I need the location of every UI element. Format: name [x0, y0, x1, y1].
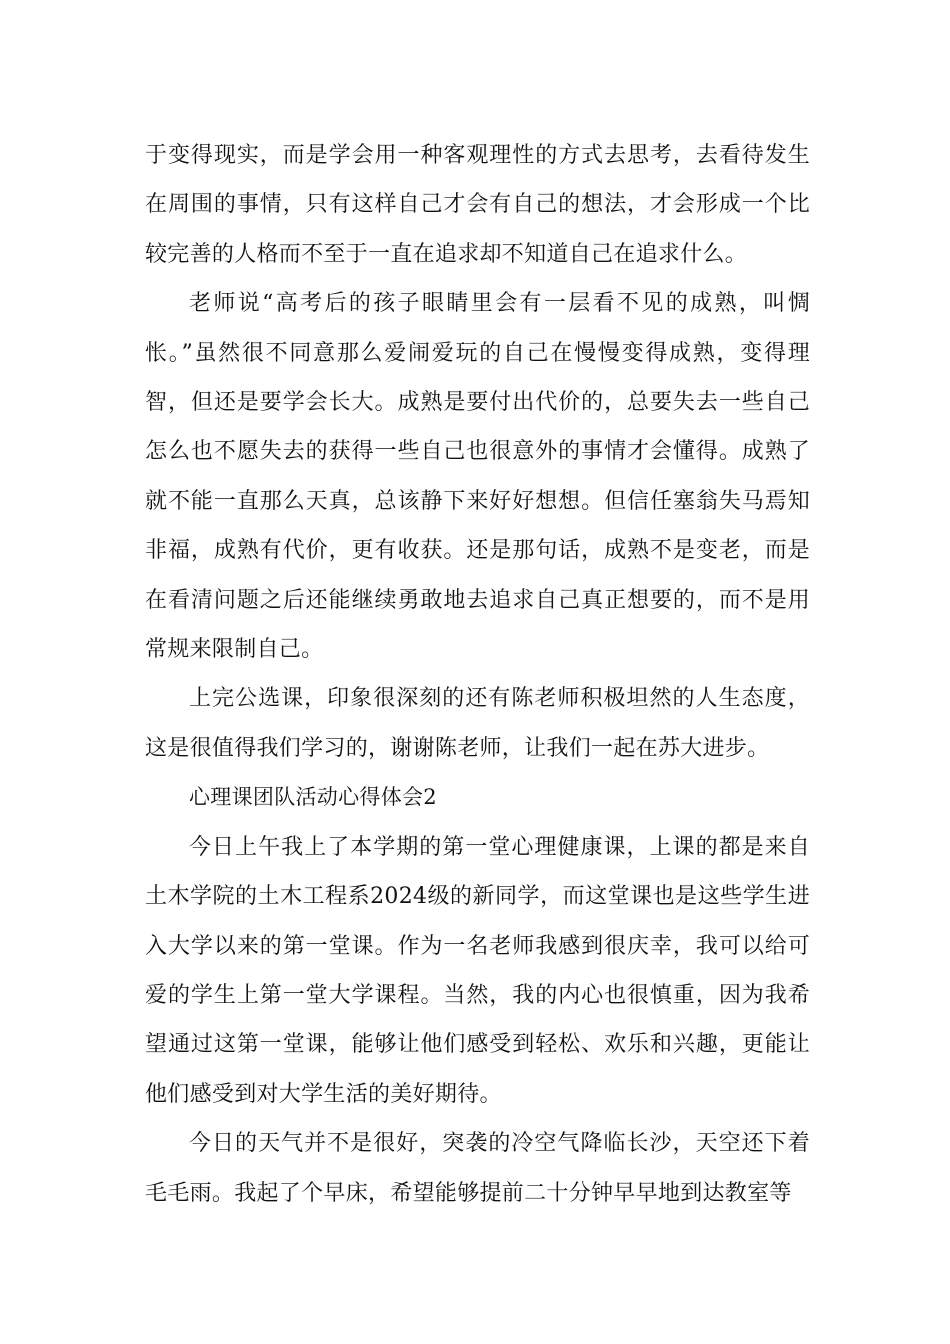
paragraph-5: 今日的天气并不是很好，突袭的冷空气降临长沙，天空还下着毛毛雨。我起了个早床，希望能够提前二十分钟早早地到达教室等	[145, 1131, 810, 1206]
paragraph-2: 老师说“高考后的孩子眼睛里会有一层看不见的成熟，叫惆怅。”虽然很不同意那么爱闹爱玩的自己在慢慢变得成熟，变得理智，但还是要学会长大。成熟是要付出代价的，总要失去一些自己怎么也不愿失去的获得一些自己也很意外的事情才会懂得。成熟了就不能一直那么天真，总该静下来好好想想。但信任塞翁失马焉知非福，成熟有代价，更有收获。还是那句话，成熟不是变老，而是在看清问题之后还能继续勇敢地去追求自己真正想要的，而不是用常规来限制自己。	[145, 291, 810, 663]
paragraph-4: 今日上午我上了本学期的第一堂心理健康课，上课的都是来自土木学院的土木工程系2024级的新同学，而这堂课也是这些学生进入大学以来的第一堂课。作为一名老师我感到很庆幸，我可以给可爱的学生上第一堂大学课程。当然，我的内心也很慎重，因为我希望通过这第一堂课，能够让他们感受到轻松、欢乐和兴趣，更能让他们感受到对大学生活的美好期待。	[145, 834, 810, 1107]
paragraph-3: 上完公选课，印象很深刻的还有陈老师积极坦然的人生态度，这是很值得我们学习的，谢谢陈老师，让我们一起在苏大进步。	[145, 686, 810, 761]
section-heading: 心理课团队活动心得体会2	[189, 785, 437, 810]
document-body	[145, 131, 810, 1218]
paragraph-1: 于变得现实，而是学会用一种客观理性的方式去思考，去看待发生在周围的事情，只有这样自己才会有自己的想法，才会形成一个比较完善的人格而不至于一直在追求却不知道自己在追求什么。	[145, 143, 810, 267]
